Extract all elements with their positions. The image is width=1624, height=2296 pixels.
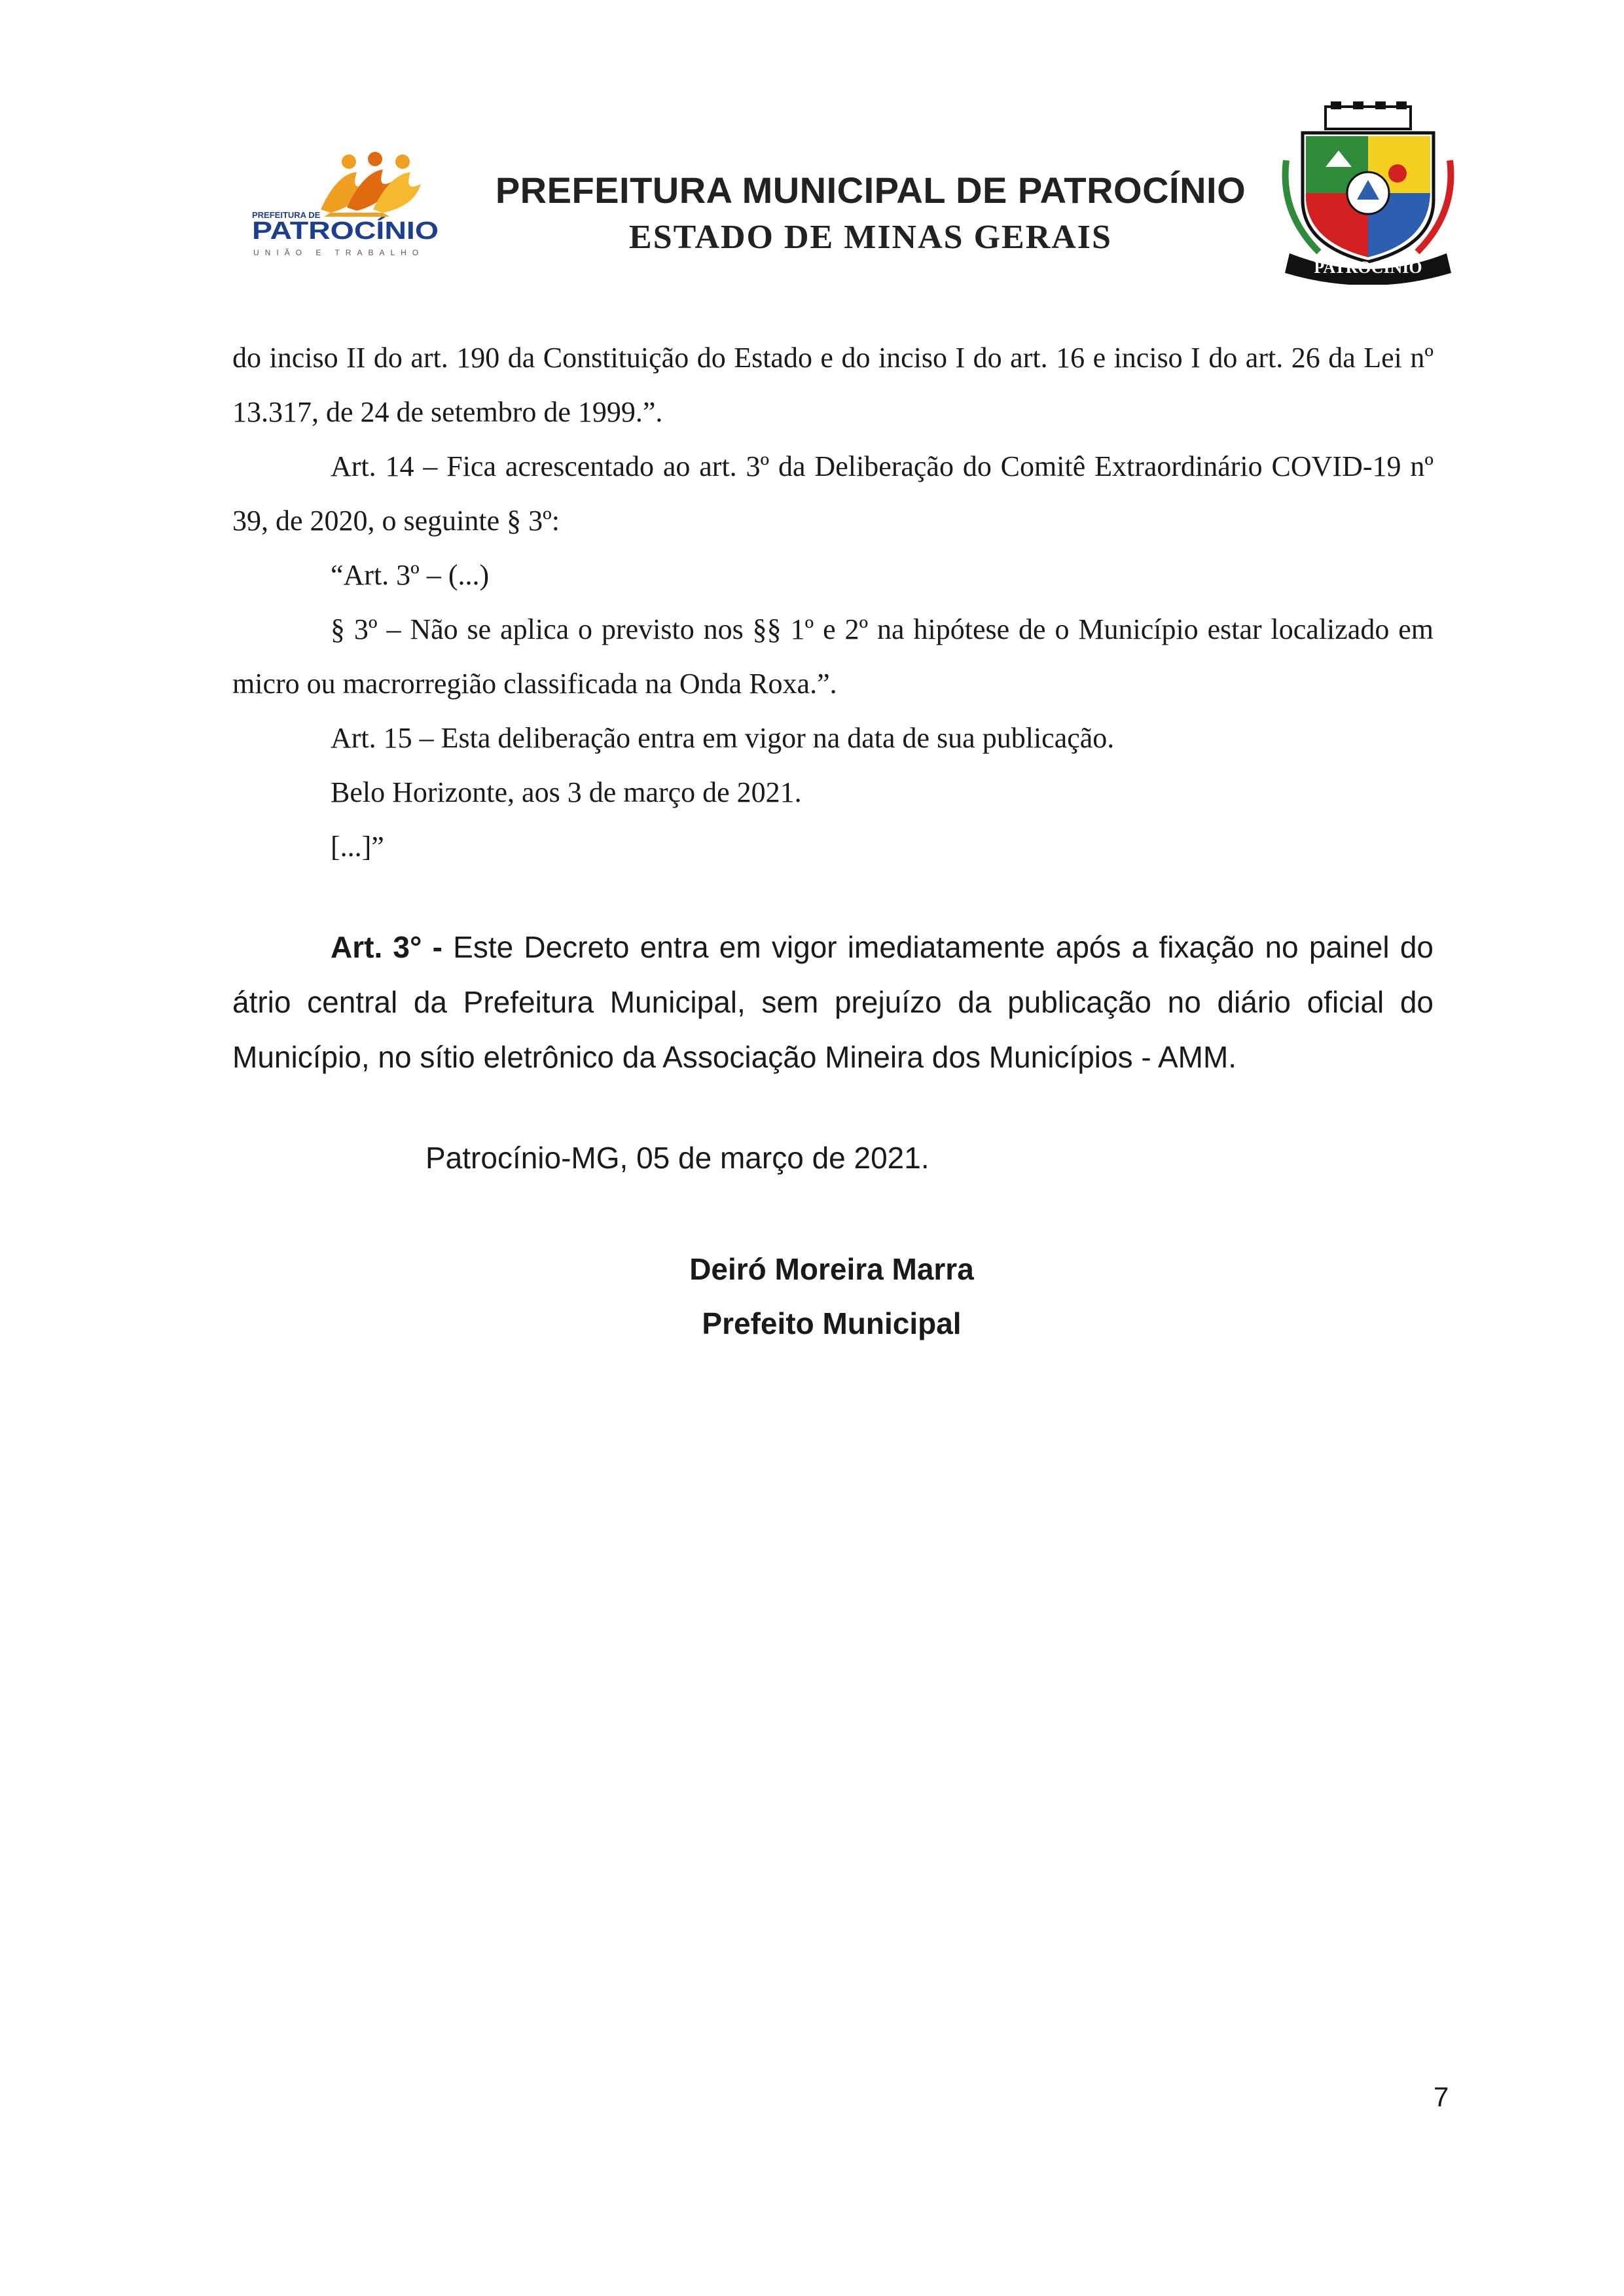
- paragraph-continuation: do inciso II do art. 190 da Constituição do Estado e do inciso I do art. 16 e inciso I do art. 26 da Lei nº 13.317, de 24 de setembro de 1999.”.: [232, 342, 1434, 428]
- header-subtitle: ESTADO DE MINAS GERAIS: [629, 219, 1112, 256]
- header-title: PREFEITURA MUNICIPAL DE PATROCÍNIO: [495, 170, 1246, 211]
- svg-text:PATROCÍNIO: PATROCÍNIO: [252, 217, 405, 245]
- people-figures-icon: [252, 147, 442, 262]
- signature-place-date: Patrocínio-MG, 05 de março de 2021.: [425, 1141, 929, 1175]
- paragraph-art-3-quote: “Art. 3º – (...): [331, 559, 490, 591]
- municipal-coat-of-arms: [1280, 101, 1456, 285]
- svg-text:PATROCINIO: PATROCINIO: [1314, 258, 1422, 277]
- page-number: 7: [1434, 2081, 1449, 2112]
- paragraph-art-3: [232, 920, 1434, 1085]
- svg-text:UNIÃO E TRABALHO: UNIÃO E TRABALHO: [253, 248, 425, 257]
- page-header: [0, 0, 1624, 288]
- signatory-role: Prefeito Municipal: [702, 1306, 962, 1340]
- header-title-block: [471, 169, 1270, 257]
- svg-text:PREFEITURA DE: PREFEITURA DE: [252, 210, 321, 220]
- signatory-name: Deiró Moreira Marra: [689, 1252, 974, 1286]
- document-body: [232, 331, 1434, 1085]
- paragraph-art-15: Art. 15 – Esta deliberação entra em vigor na data de sua publicação.: [331, 722, 1115, 754]
- art-3-label: Art. 3° -: [331, 930, 442, 964]
- paragraph-place-date-quote: Belo Horizonte, aos 3 de março de 2021.: [331, 776, 802, 808]
- prefeitura-patrocinio-logo: [252, 147, 442, 262]
- coat-of-arms-icon: [1280, 101, 1456, 285]
- paragraph-ellipsis: [...]”: [331, 831, 384, 863]
- art-3-text: Este Decreto entra em vigor imediatamente após a fixação no painel do átrio central da Prefeitura Municipal, sem prejuízo da publicação no diário oficial do Município, no sítio eletrônico da Associação Mineira dos Municípios - AMM.: [232, 930, 1434, 1074]
- paragraph-art-14: Art. 14 – Fica acrescentado ao art. 3º da Deliberação do Comitê Extraordinário COVID-19 nº 39, de 2020, o seguinte § 3º:: [232, 450, 1434, 537]
- paragraph-section-3: § 3º – Não se aplica o previsto nos §§ 1º e 2º na hipótese de o Município estar localizado em micro ou macrorregião classificada na Onda Roxa.”.: [232, 613, 1434, 700]
